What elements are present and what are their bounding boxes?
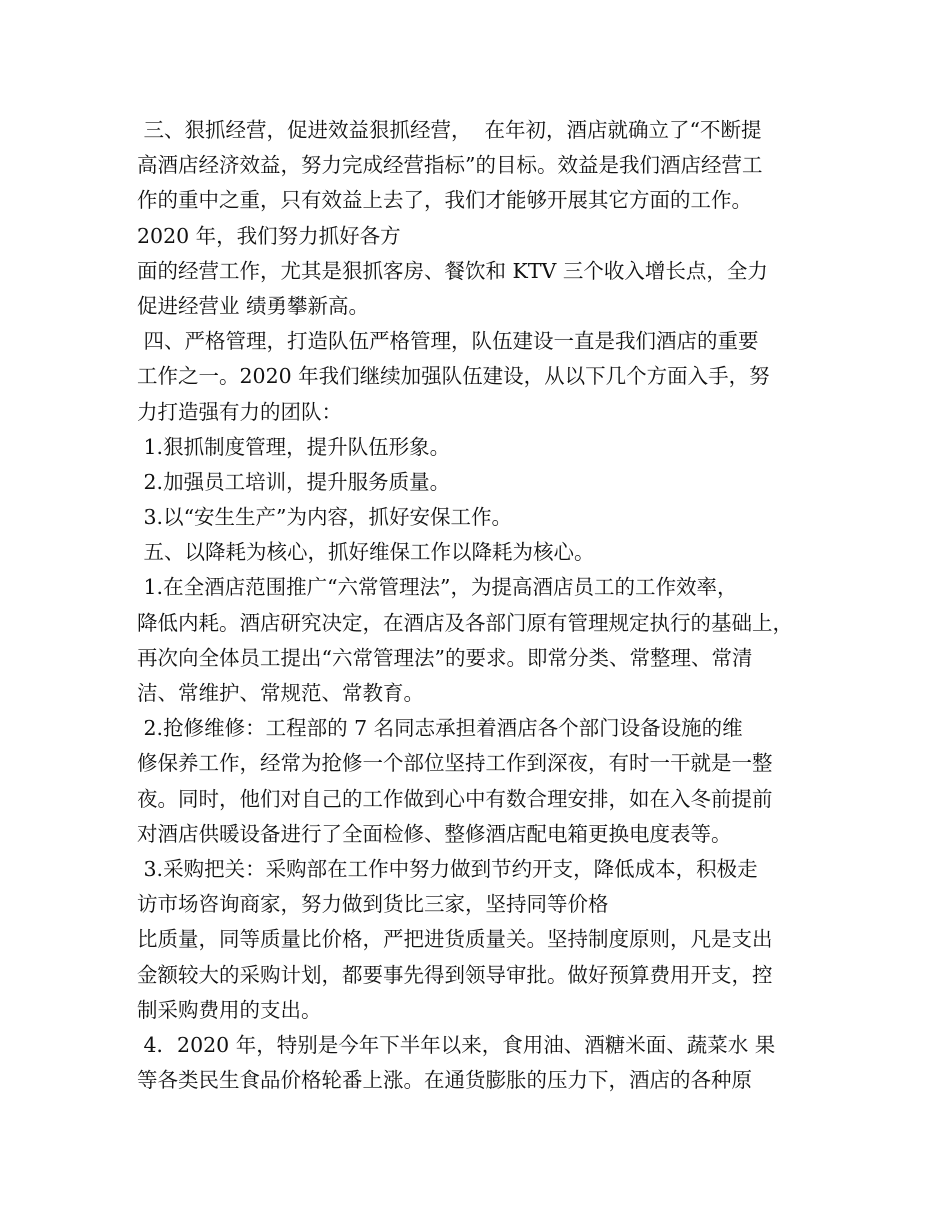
text-line: 高酒店经济效益，努力完成经营指标”的目标。效益是我们酒店经营工 — [137, 153, 763, 178]
text-line: 再次向全体员工提出“六常管理法”的要求。即常分类、常整理、常清 — [137, 645, 753, 670]
text-line: 2.加强员工培训，提升服务质量。 — [137, 469, 451, 494]
text-line: 四、严格管理，打造队伍严格管理，队伍建设一直是我们酒店的重要 — [137, 329, 759, 354]
text-line: 五、以降耗为核心，抓好维保工作以降耗为核心。 — [137, 540, 595, 565]
text-line: 三、狠抓经营，促进效益狠抓经营， 在年初，酒店就确立了“不断提 — [137, 118, 762, 142]
text-line: 洁、常维护、常规范、常教育。 — [137, 681, 424, 705]
text-line: 修保养工作，经常为抢修一个部位坚持工作到深夜，有时一干就是一整 — [137, 751, 773, 776]
text-line: 工作之一。2020 年我们继续加强队伍建设，从以下几个方面入手，努 — [137, 364, 770, 389]
text-line: 夜。同时，他们对自己的工作做到心中有数合理安排，如在入冬前提前 — [137, 786, 773, 811]
text-line: 促进经营业 绩勇攀新高。 — [137, 293, 370, 318]
text-line: 金额较大的采购计划，都要事先得到领导审批。做好预算费用开支，控 — [137, 962, 773, 987]
text-line: 制采购费用的支出。 — [137, 997, 322, 1022]
text-line: 对酒店供暖设备进行了全面检修、整修酒店配电箱更换电度表等。 — [137, 821, 732, 846]
text-line: 降低内耗。酒店研究决定，在酒店及各部门原有管理规定执行的基础上， — [137, 610, 793, 635]
text-line: 3.以“安生生产”为内容，抓好安保工作。 — [137, 505, 513, 530]
text-line: 2.抢修维修：工程部的 7 名同志承担着酒店各个部门设备设施的维 — [137, 716, 743, 741]
text-line: 力打造强有力的团队： — [137, 399, 342, 424]
text-line: 作的重中之重，只有效益上去了，我们才能够开展其它方面的工作。 — [137, 188, 752, 213]
document-body — [137, 113, 827, 1098]
text-line: 面的经营工作，尤其是狠抓客房、餐饮和 KTV 三个收入增长点，全力 — [137, 258, 768, 283]
text-line: 3.采购把关：采购部在工作中努力做到节约开支，降低成本，积极走 — [137, 856, 758, 881]
text-line: 4．2020 年，特别是今年下半年以来，食用油、酒糖米面、蔬菜水 果 — [137, 1032, 776, 1057]
text-line: 1.狠抓制度管理，提升队伍形象。 — [137, 434, 451, 459]
text-line: 等各类民生食品价格轮番上涨。在通货膨胀的压力下，酒店的各种原 — [137, 1068, 752, 1093]
text-line: 2020 年，我们努力抓好各方 — [137, 223, 401, 248]
text-line: 1.在全酒店范围推广“六常管理法”，为提高酒店员工的工作效率， — [137, 575, 738, 600]
text-line: 比质量，同等质量比价格，严把进货质量关。坚持制度原则，凡是支出 — [137, 927, 773, 952]
text-line: 访市场咨询商家，努力做到货比三家，坚持同等价格 — [137, 892, 609, 917]
